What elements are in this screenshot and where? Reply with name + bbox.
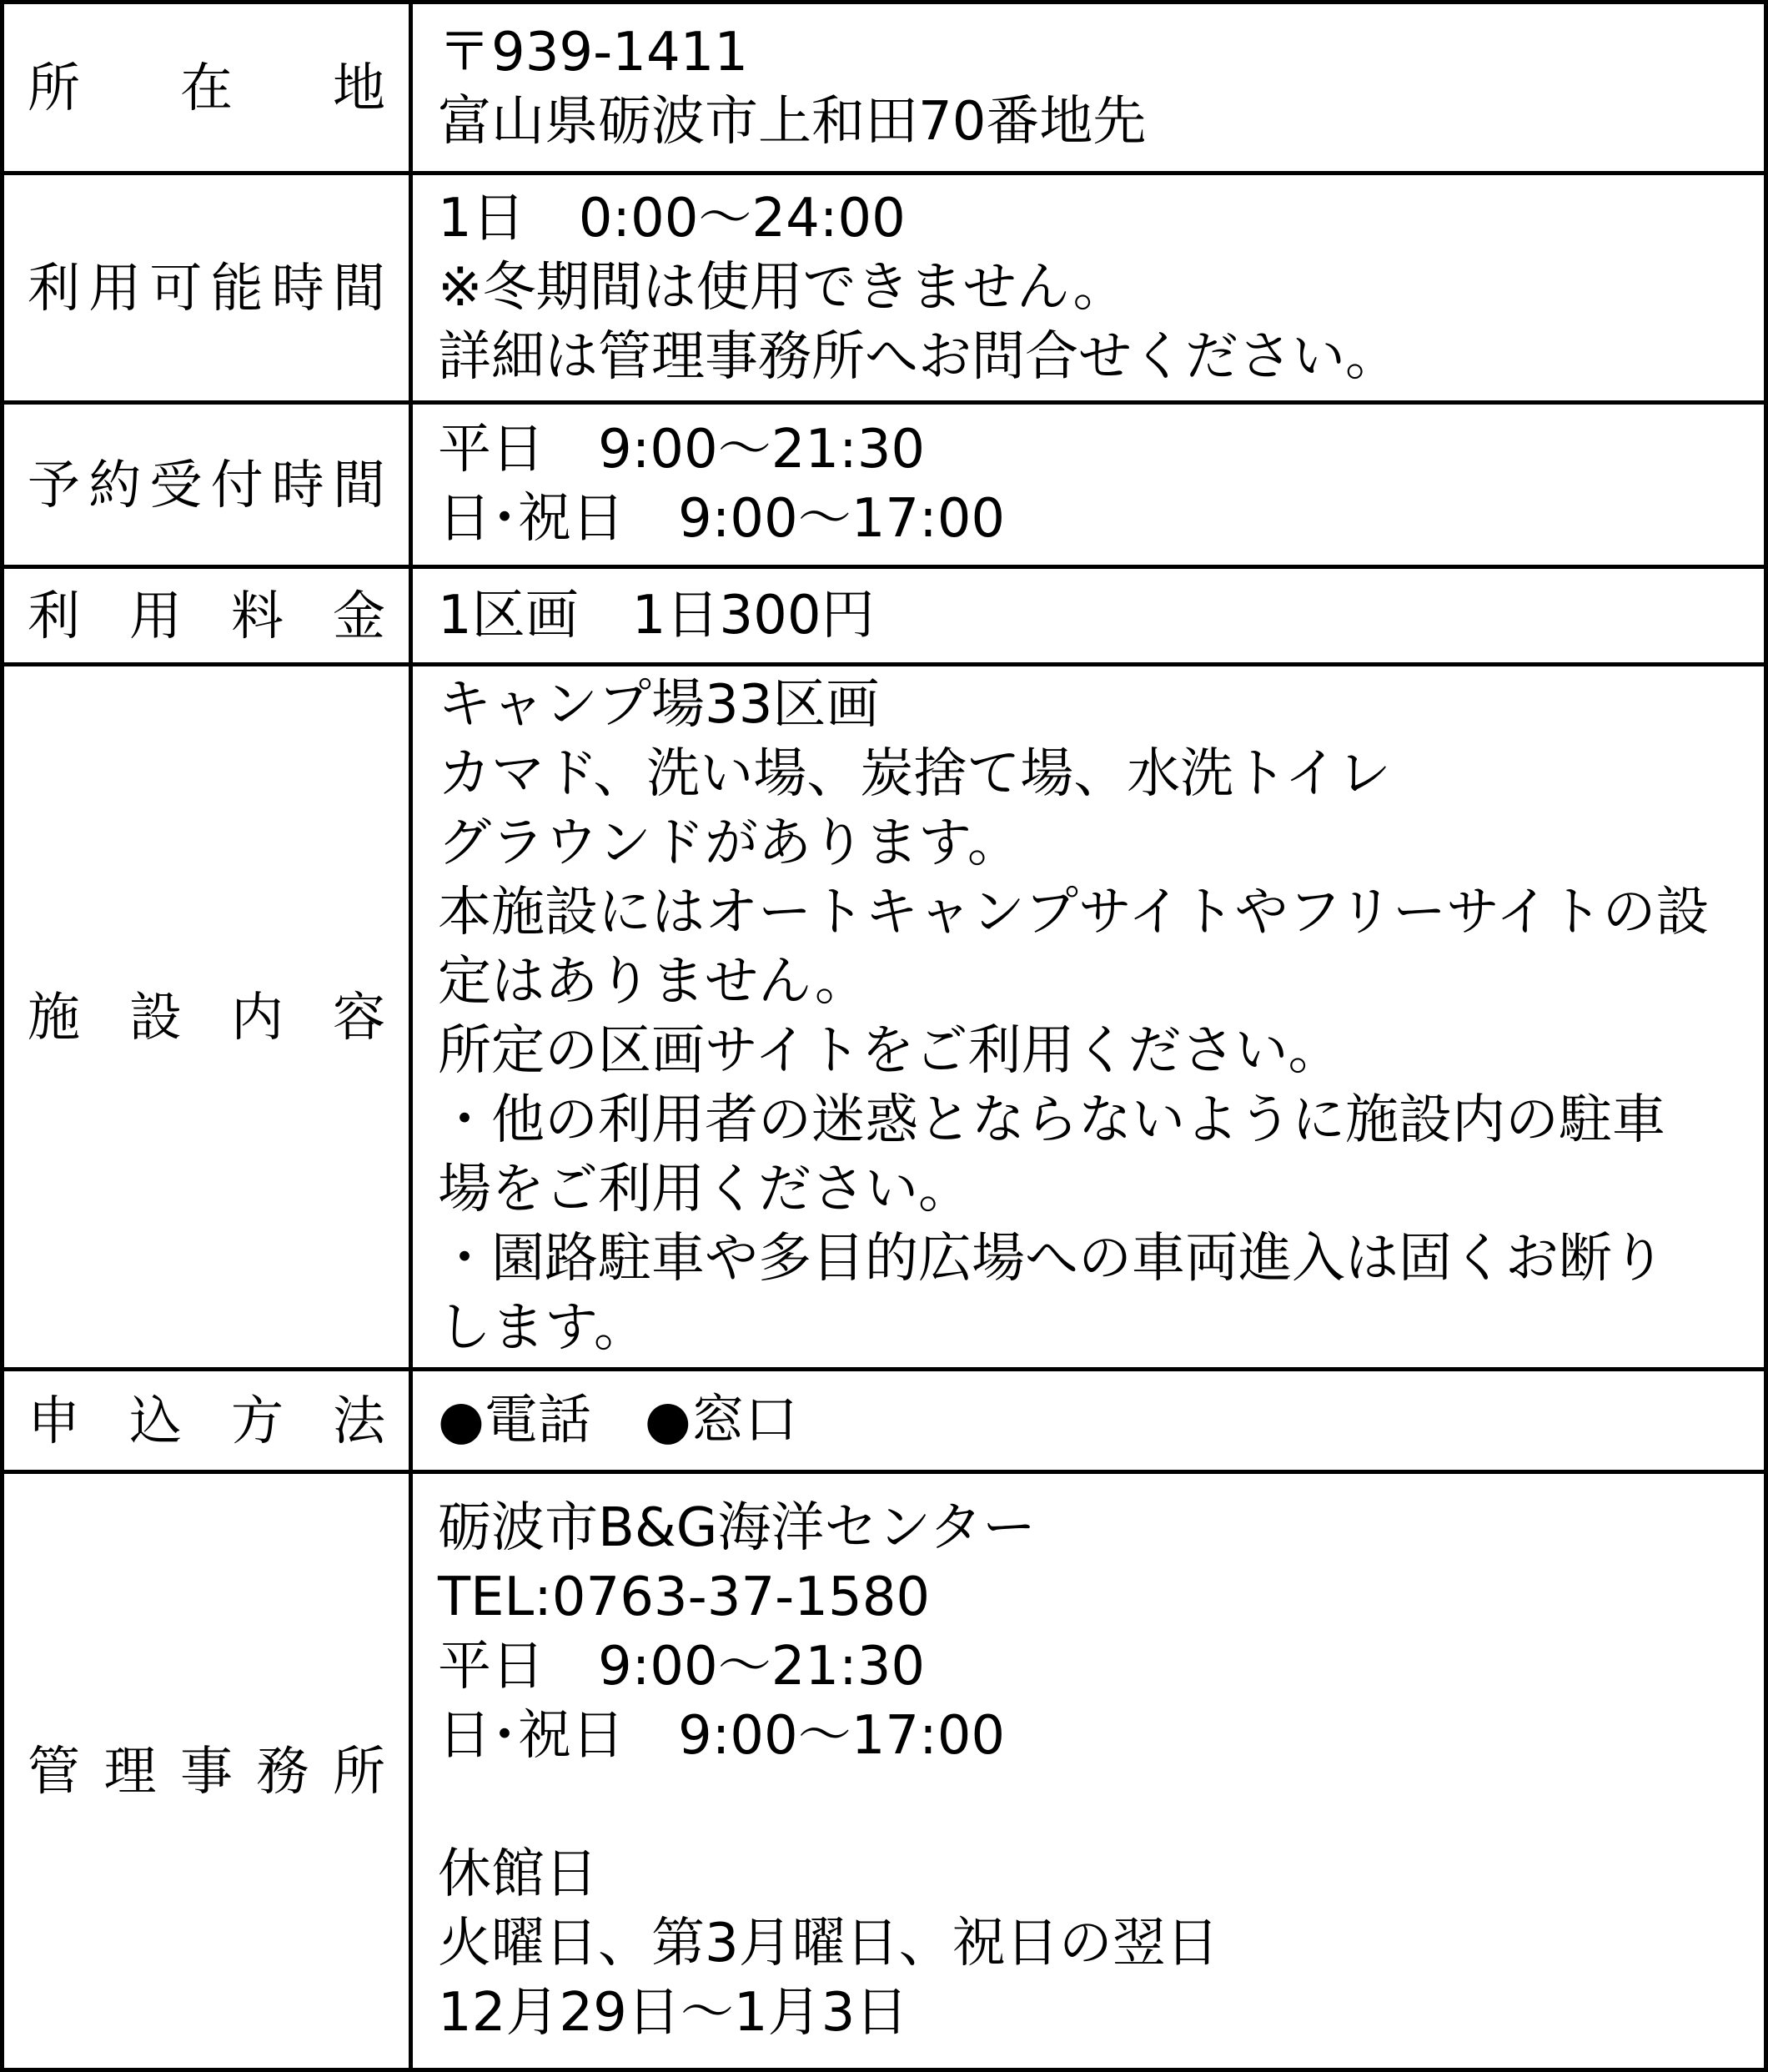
row-label-char: 法 [333, 1390, 385, 1451]
row-label-char: 時 [271, 257, 324, 319]
value-line: 所定の区画サイトをご利用ください。 [438, 1020, 1342, 1082]
value-cell-location [411, 3, 1766, 174]
row-label-char: 可 [149, 257, 203, 319]
label-cell-available-hours [3, 174, 411, 403]
value-cell-usage-fee [411, 567, 1766, 665]
value-line: 本施設にはオートキャンプサイトやフリーサイトの設 [438, 882, 1710, 943]
value-line: 休館日 [438, 1843, 598, 1905]
value-line: 〒939-1411 [438, 22, 749, 83]
value-line: ・他の利用者の迷惑とならないように施設内の駐車 [438, 1089, 1665, 1151]
value-line: 火曜日、第3月曜日、祝日の翌日 [438, 1913, 1219, 1974]
row-label-char: 内 [231, 986, 284, 1048]
row-label-char: 間 [332, 454, 385, 515]
row-label-char: 用 [88, 257, 142, 319]
row-label-char: 地 [333, 57, 385, 118]
row-label-char: 理 [103, 1740, 157, 1802]
value-line: 場をご利用ください。 [438, 1159, 972, 1220]
row-label [4, 986, 409, 1048]
row-label-char: 方 [231, 1390, 284, 1451]
row-label-char: 施 [28, 986, 80, 1048]
label-cell-facility-contents [3, 665, 411, 1370]
row-label-char: 在 [180, 57, 233, 118]
row-label-char: 間 [332, 257, 385, 319]
label-cell-usage-fee [3, 567, 411, 665]
row-label-char: 設 [129, 986, 182, 1048]
value-line: 日･祝日 9:00～17:00 [438, 488, 1006, 550]
value-cell-available-hours [411, 174, 1766, 403]
row-label-char: 受 [149, 454, 203, 515]
row-label-char: 管 [28, 1740, 80, 1802]
row-label-char: 利 [28, 257, 80, 319]
row-label-char: 所 [333, 1740, 385, 1802]
value-line: ※冬期間は使用できません。 [438, 256, 1127, 319]
row-label-char: 込 [129, 1390, 182, 1451]
table-row-reservation-hours [3, 403, 1766, 567]
value-line: TEL:0763-37-1580 [438, 1567, 931, 1628]
table-row-application-method [3, 1370, 1766, 1472]
row-label-char: 時 [271, 454, 324, 515]
value-cell-application-method [411, 1370, 1766, 1472]
value-line: ・園路駐車や多目的広場への車両進入は固くお断り [438, 1228, 1665, 1290]
row-label-char: 料 [231, 585, 284, 646]
value-line: 富山県砺波市上和田70番地先 [438, 91, 1147, 153]
value-cell-reservation-hours [411, 403, 1766, 567]
row-label [4, 257, 409, 319]
row-label-char: 利 [28, 585, 80, 646]
row-label-char: 付 [210, 454, 264, 515]
label-cell-reservation-hours [3, 403, 411, 567]
table-body [3, 3, 1766, 2070]
value-line: ●電話 ●窓口 [438, 1389, 798, 1451]
value-line: キャンプ場33区画 [438, 674, 880, 736]
row-label-char: 約 [88, 454, 142, 515]
table-row-location [3, 3, 1766, 174]
row-label-char: 事 [180, 1740, 233, 1802]
row-label [4, 1390, 409, 1451]
value-line: 1日 0:00～24:00 [438, 187, 906, 249]
value-line [438, 1771, 1764, 1840]
value-line: カマド、洗い場、炭捨て場、水洗トイレ [438, 743, 1392, 805]
row-label-char: 容 [333, 986, 385, 1048]
row-label [4, 57, 409, 118]
table-row-management-office [3, 1472, 1766, 2070]
value-cell-management-office [411, 1472, 1766, 2070]
value-line: 1区画 1日300円 [438, 584, 875, 646]
row-label-char: 金 [333, 585, 385, 646]
row-label-char: 予 [28, 454, 80, 515]
value-line: 日･祝日 9:00～17:00 [438, 1705, 1006, 1767]
row-label-char: 申 [28, 1390, 80, 1451]
value-line: 平日 9:00～21:30 [438, 1636, 926, 1697]
value-line: グラウンドがあります。 [438, 812, 1021, 874]
value-line: します。 [438, 1297, 647, 1359]
row-label-char: 所 [28, 57, 80, 118]
label-cell-application-method [3, 1370, 411, 1472]
value-line: 12月29日～1月3日 [438, 1982, 909, 2044]
value-line: 砺波市B&G海洋センター [438, 1497, 1036, 1559]
table-row-usage-fee [3, 567, 1766, 665]
table-row-available-hours [3, 174, 1766, 403]
label-cell-location [3, 3, 411, 174]
row-label-char: 用 [129, 585, 182, 646]
value-line: 詳細は管理事務所へお問合せください。 [438, 325, 1399, 388]
table-row-facility-contents [3, 665, 1766, 1370]
row-label-char: 能 [210, 257, 264, 319]
value-cell-facility-contents [411, 665, 1766, 1370]
value-line: 定はありません。 [438, 951, 868, 1013]
row-label [4, 454, 409, 515]
value-line: 平日 9:00～21:30 [438, 419, 926, 480]
row-label [4, 1740, 409, 1802]
label-cell-management-office [3, 1472, 411, 2070]
row-label-char: 務 [256, 1740, 309, 1802]
row-label [4, 585, 409, 646]
